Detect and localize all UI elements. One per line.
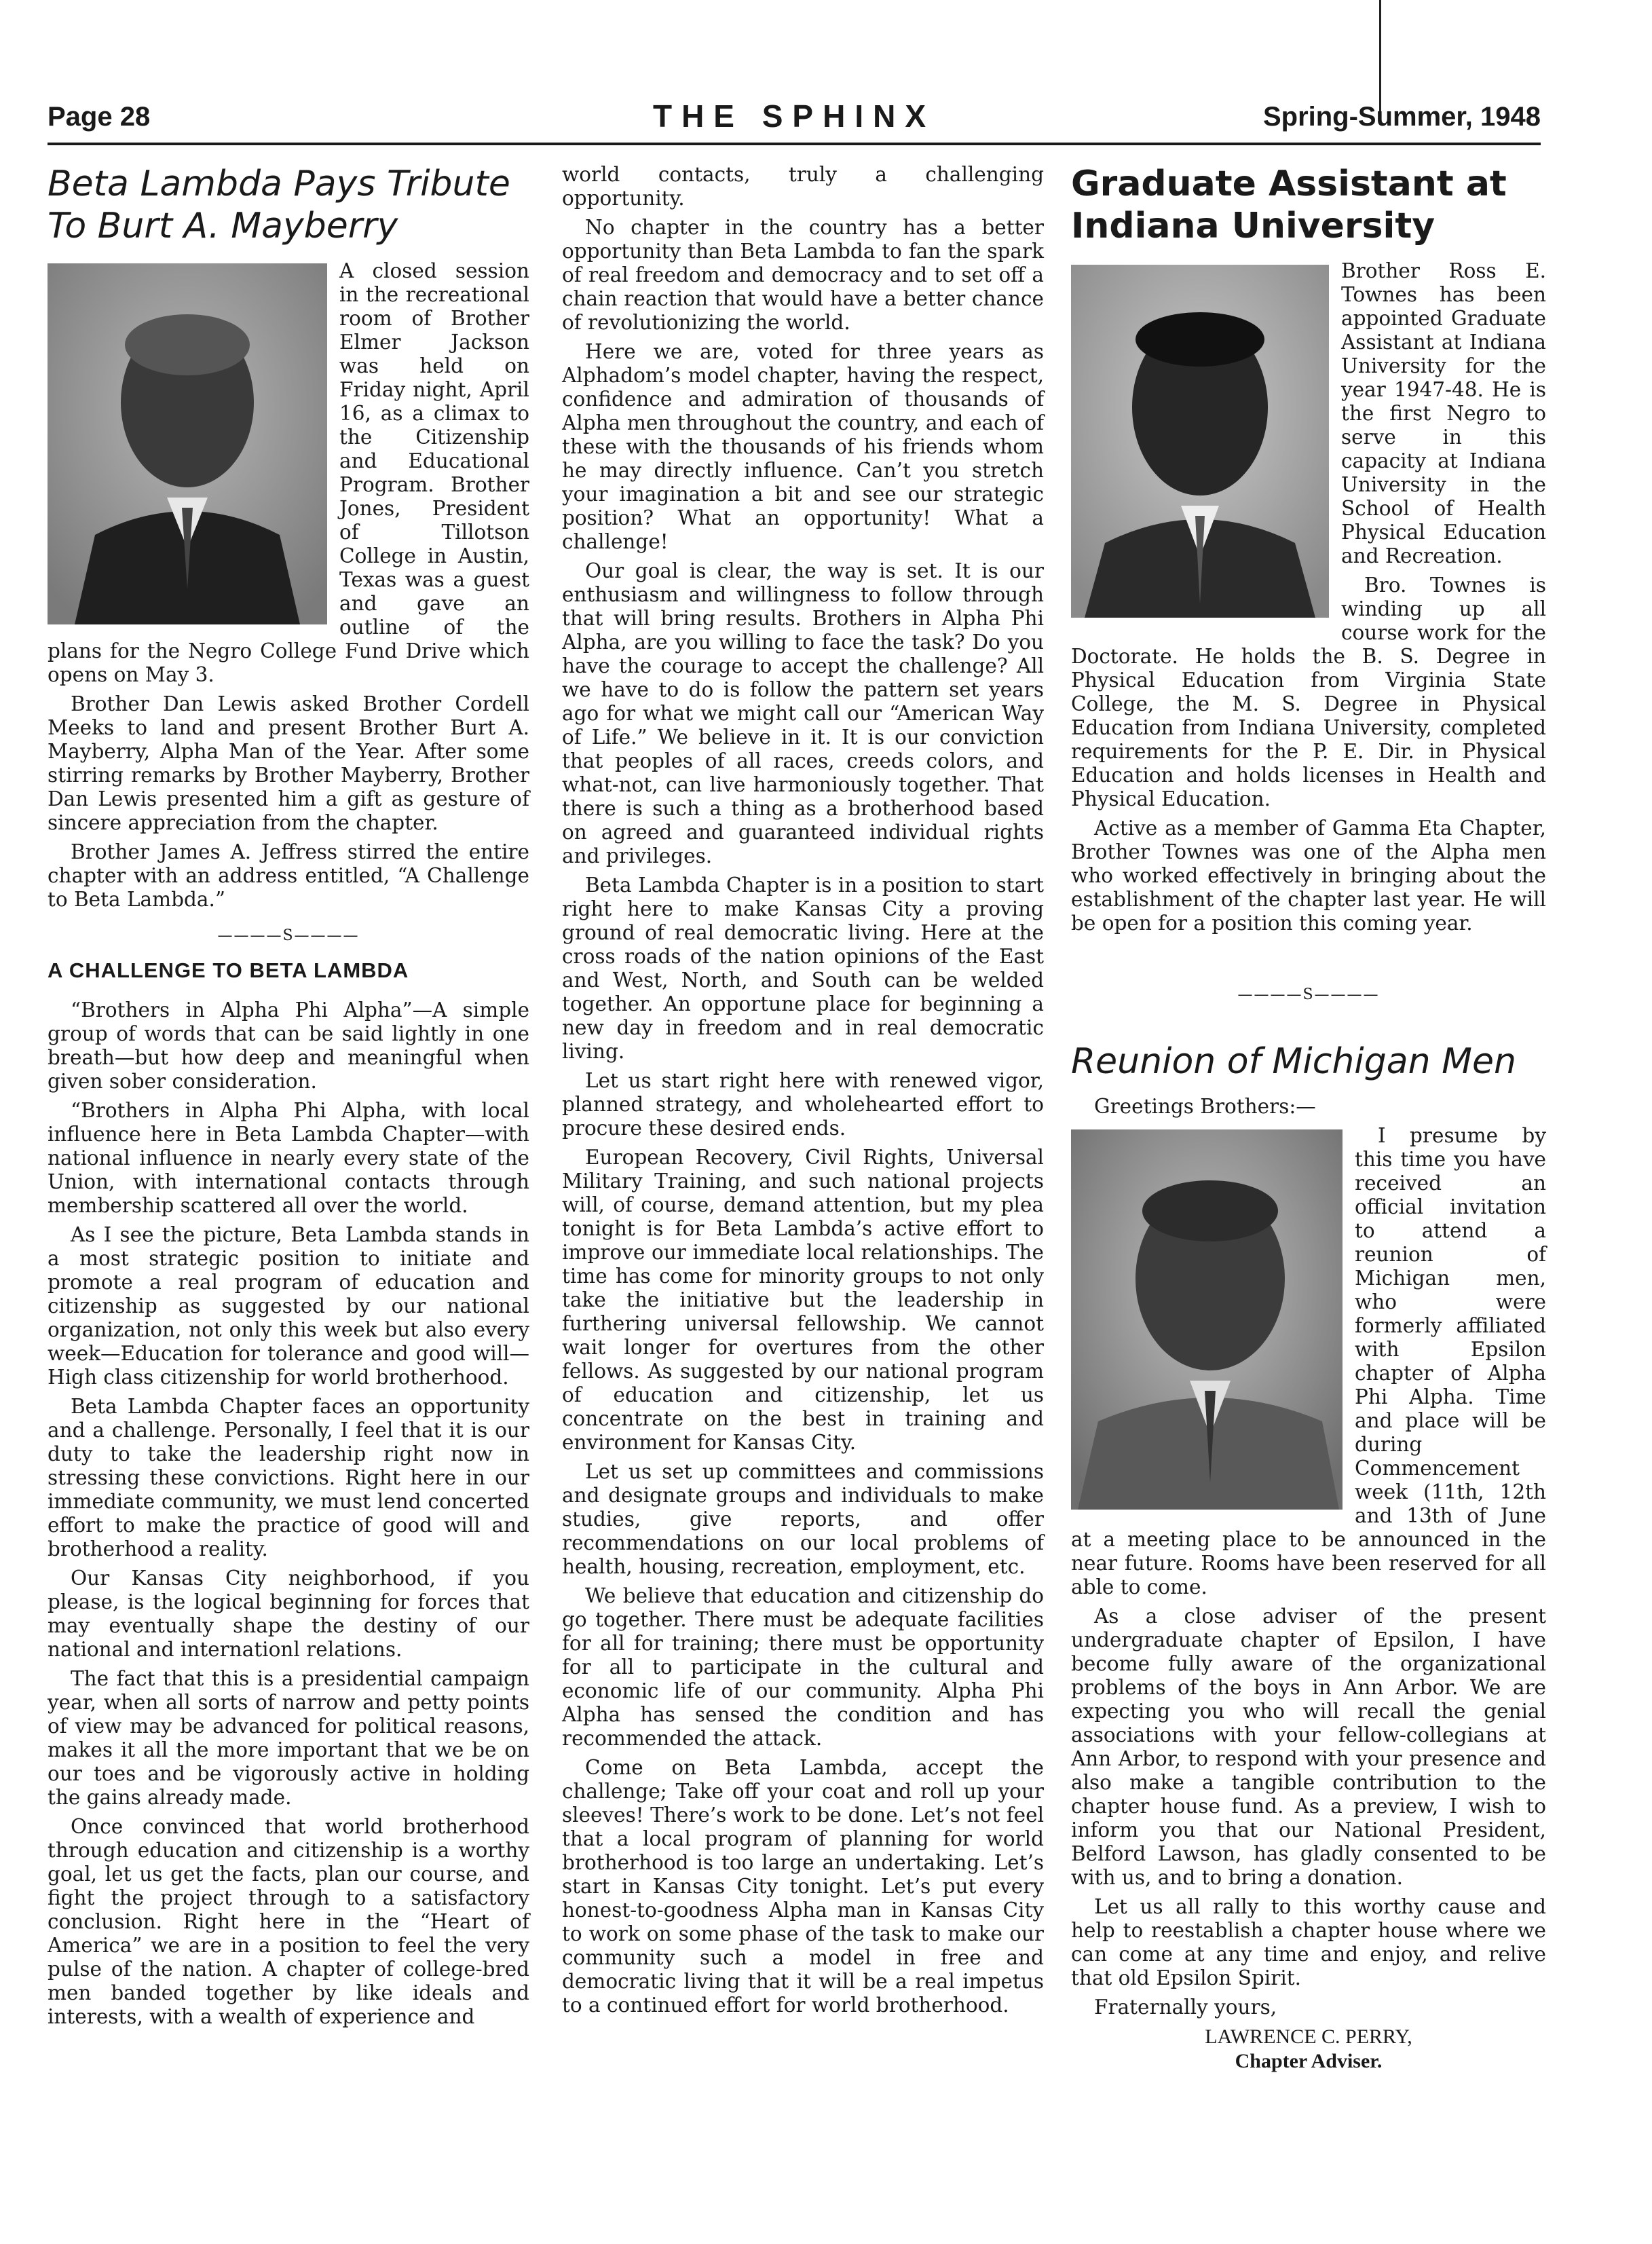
paragraph: As a close adviser of the present undergraduate chapter of Epsilon, I have become fully aware of the organizational problems of the boys in Ann Arbor. We are expecting you who will recall the genial associations with your fellow-collegians at Ann Arbor, to respond with your presence and also make a tangible contribution to the chapter house fund. As a preview, I wish to inform you that our National President, Belford Lawson, has gladly consented to be with us, and to bring a donation. [1071, 1605, 1546, 1889]
issue-date: Spring-Summer, 1948 [1262, 102, 1541, 132]
paragraph: “Brothers in Alpha Phi Alpha”—A simple group of words that can be said lightly in one breath—but how deep and meaningful when given sober consideration. [48, 998, 529, 1093]
column-1 [48, 163, 529, 2034]
article-title-townes: Graduate Assistant at Indiana University [1071, 164, 1507, 246]
paragraph: Bro. Townes is winding up all course work for the Doctorate. He holds the B. S. Degree in Physical Education from Virginia State College, the M. S. Degree in Physical Education from Indiana University, completed requirements for the P. E. Dir. in Physical Education and holds licenses in Health and Physical Education. [1071, 574, 1546, 810]
paragraph: Here we are, voted for three years as Alphadom’s model chapter, having the respect, confidence and admiration of thousands of Alpha men throughout the country, and each of these with the thousands of his friends whom he may directly influence. Can’t you stretch your imagination a bit and see our strategic position? What an opportunity! What a challenge! [562, 340, 1044, 553]
paragraph: “Brothers in Alpha Phi Alpha, with local influence here in Beta Lambda Chapter—with national influence in nearly every state of the Union, with international contacts through membership scattered all over the world. [48, 1099, 529, 1217]
paragraph: Beta Lambda Chapter is in a position to start right here to make Kansas City a proving ground of real democratic living. Here at the cross roads of the nation opinions of the East and West, North, and South can be welded together. An opportune place for beginning a new day in freedom and in real democratic living. [562, 874, 1044, 1063]
article-title-michigan: Reunion of Michigan Men [1071, 1041, 1516, 1082]
photo-townes [1071, 265, 1329, 618]
photo-perry [1071, 1129, 1343, 1510]
paragraph: Brother Dan Lewis asked Brother Cordell Meeks to land and present Brother Burt A. Mayberry, Alpha Man of the Year. After some stirring remarks by Brother Mayberry, Brother Dan Lewis presented him a gift as gesture of sincere appreciation from the chapter. [48, 692, 529, 834]
article-title-challenge: A CHALLENGE TO BETA LAMBDA [48, 958, 409, 982]
column-3 [1071, 163, 1546, 2074]
column-2 [562, 163, 1044, 2023]
paragraph: Let us set up committees and commissions and designate groups and individuals to make studies, give reports, and offer recommendations on our local problems of health, housing, recreation, employment, etc. [562, 1460, 1044, 1578]
section-separator: ————S———— [1237, 986, 1380, 1003]
signature-name: LAWRENCE C. PERRY, [1205, 2025, 1412, 2048]
greeting: Greetings Brothers:— [1094, 1095, 1316, 1118]
photo-jones [48, 263, 327, 624]
signature-block [1071, 2025, 1546, 2074]
paragraph: Active as a member of Gamma Eta Chapter, Brother Townes was one of the Alpha men who worked effectively in bringing about the establishment of the chapter last year. He will be open for a position this coming year. [1071, 817, 1546, 935]
page-header [48, 95, 1541, 145]
paragraph: Beta Lambda Chapter faces an opportunity and a challenge. Personally, I feel that it is our duty to take the leadership right now in stressing these convictions. Right here in our immediate community, we must lend concerted effort to make the practice of good will and brotherhood a reality. [48, 1395, 529, 1560]
section-separator: ————S———— [217, 927, 360, 944]
paragraph: European Recovery, Civil Rights, Universal Military Training, and such national projects will, of course, demand attention, but my plea tonight is for Beta Lambda’s active effort to improve our immediate local relationships. The time has come for minority groups to not only take the initiative but the leadership in furthering universal fellowship. We cannot wait longer for overtures from the other fellows. As suggested by our national program of education and citizenship, let us concentrate on the best in training and environment for Kansas City. [562, 1146, 1044, 1454]
article-title-mayberry: Beta Lambda Pays Tribute To Burt A. Mayberry [48, 164, 510, 246]
closing: Fraternally yours, [1094, 1996, 1277, 2019]
paragraph: The fact that this is a presidential campaign year, when all sorts of narrow and petty points of view may be advanced for political reasons, makes it all the more important that we be on our toes and be vigorously active in holding the gains already made. [48, 1667, 529, 1809]
signature-title: Chapter Adviser. [1235, 2050, 1383, 2072]
paragraph: Brother Ross E. Townes has been appointed Graduate Assistant at Indiana University for the year 1947-48. He is the first Negro to serve in this capacity at Indiana University in the School of Health Physical Education and Recreation. [1341, 259, 1546, 567]
paragraph: Our goal is clear, the way is set. It is our enthusiasm and willingness to follow through that will bring results. Brothers in Alpha Phi Alpha, are you willing to face the task? Do you have the courage to accept the challenge? All we have to do is follow the pattern set years ago for what we might call our “American Way of Life.” We believe in it. It is our conviction that peoples of all races, creeds colors, and what-not, can live harmoniously together. That there is such a thing as a brotherhood based on agreed and guaranteed individual rights and privileges. [562, 559, 1044, 867]
paragraph: Let us start right here with renewed vigor, planned strategy, and wholehearted effort to procure these desired ends. [562, 1069, 1044, 1140]
paragraph: world contacts, truly a challenging opportunity. [562, 163, 1044, 210]
paragraph: Once convinced that world brotherhood through education and citizenship is a worthy goal, let us get the facts, plan our course, and fight the project through to a satisfactory conclusion. Right here in the “Heart of America” we are in a position to feel the very pulse of the nation. A chapter of college-bred men banded together by like ideals and interests, with a wealth of experience and [48, 1815, 529, 2028]
paragraph: No chapter in the country has a better opportunity than Beta Lambda to fan the spark of real freedom and democracy and to set off a chain reaction that would have a better chance of revolutionizing the world. [562, 216, 1044, 334]
publication-title: THE SPHINX [652, 98, 936, 134]
paragraph: Let us all rally to this worthy cause and help to reestablish a chapter house where we can come at any time and enjoy, and relive that old Epsilon Spirit. [1071, 1895, 1546, 1989]
paragraph: A closed session in the recreational room of Brother Elmer Jackson was held on Friday night, April 16, as a climax to the Citizenship and Educational Program. Brother Jones, President of Tillotson College in Austin, Texas was a guest and gave an outline of the plans for the Negro College Fund Drive which opens on May 3. [48, 259, 529, 686]
paragraph: Our Kansas City neighborhood, if you please, is the logical beginning for forces that may eventually shape the destiny of our national and internationl relations. [48, 1567, 529, 1661]
paragraph: We believe that education and citizenship do go together. There must be adequate facilities for all for training; there must be opportunity for all to participate in the cultural and economic life of our community. Alpha Phi Alpha has sensed the condition and has recommended the attack. [562, 1584, 1044, 1750]
paragraph: As I see the picture, Beta Lambda stands in a most strategic position to initiate and promote a real program of education and citizenship as suggested by our national organization, not only this week but also every week—Education for tolerance and good will—High class citizenship for world brotherhood. [48, 1223, 529, 1389]
paragraph: Come on Beta Lambda, accept the challenge; Take off your coat and roll up your sleeves! There’s work to be done. Let’s not feel that a local program of planning for world brotherhood is too large an undertaking. Let’s start in Kansas City tonight. Let’s put every honest-to-goodness Alpha man in Kansas City to work on some phase of the task to make our community such a model in free and democratic living that it will be a real impetus to a continued effort for world brotherhood. [562, 1756, 1044, 2017]
paragraph: I presume by this time you have received an official invitation to attend a reunion of Michigan men, who were formerly affiliated with Epsilon chapter of Alpha Phi Alpha. Time and place will be during Commencement week (11th, 12th and 13th of June at a meeting place to be announced in the near future. Rooms have been reserved for all able to come. [1071, 1124, 1546, 1598]
page-number: Page 28 [48, 102, 151, 132]
paragraph: Brother James A. Jeffress stirred the entire chapter with an address entitled, “A Challenge to Beta Lambda.” [48, 840, 529, 911]
